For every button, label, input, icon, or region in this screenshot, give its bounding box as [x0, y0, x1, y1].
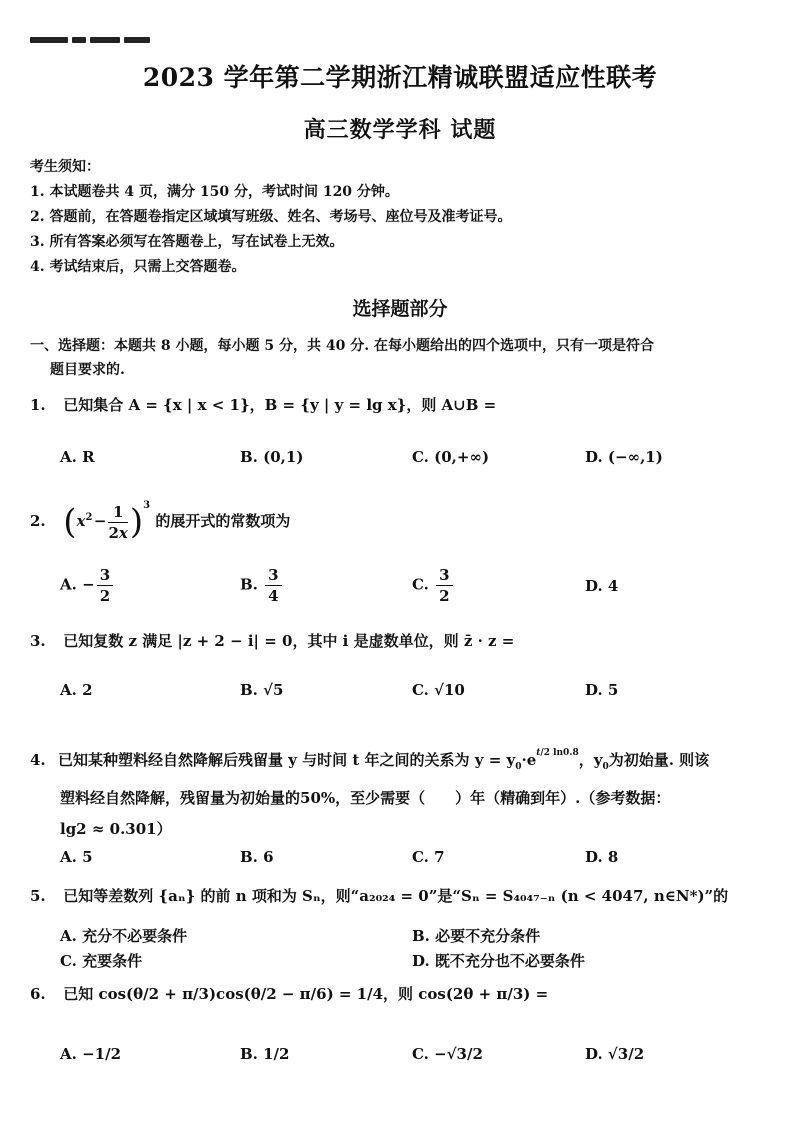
section-title: 选择题部分 [352, 298, 448, 320]
part-intro-line: 题目要求的. [50, 362, 125, 378]
option-a: A. − $\frac{3}{2}$ [60, 565, 115, 606]
option-a: A. 5 [60, 848, 93, 866]
notice-list [30, 180, 512, 280]
option-c: C. √10 [412, 681, 465, 699]
part-intro [30, 334, 778, 382]
question-text: 的展开式的常数项为 [155, 512, 291, 530]
option-c: C. −√3/2 [412, 1045, 483, 1063]
part-intro-line: 一、选择题：本题共 8 小题，每小题 5 分，共 40 分. 在每小题给出的四个选项中，只有一项是符合 [30, 338, 654, 354]
option-d: D. 8 [585, 848, 619, 866]
notice-item: 3. 所有答案必须写在答题卷上，写在试卷上无效。 [30, 234, 344, 250]
question-text: 已知集合 A = {x | x < 1}，B = {y | y = lg x}，则 A∪B = [63, 396, 497, 414]
option-a: A. 充分不必要条件 [60, 927, 188, 945]
option-d: D. √3/2 [585, 1045, 645, 1063]
exam-subtitle: 高三数学学科 试题 [303, 117, 497, 143]
question-3 [30, 630, 514, 651]
question-number: 2. [30, 512, 46, 530]
question-4 [30, 738, 790, 845]
binomial-expression: ($x^2$ − $\frac{1}{2x}$ )$^3$ [63, 500, 151, 542]
option-d: D. (−∞,1) [585, 448, 663, 466]
question-text: 已知复数 z 满足 |z + 2 − i| = 0，其中 i 是虚数单位，则 z̄ · z = [63, 632, 515, 650]
question-number: 1. [30, 396, 46, 414]
question-2 [30, 500, 290, 543]
notice-item: 4. 考试结束后，只需上交答题卷。 [30, 259, 246, 275]
question-6 [30, 983, 548, 1004]
question-number: 3. [30, 632, 46, 650]
notice-item: 2. 答题前，在答题卷指定区域填写班级、姓名、考场号、座位号及准考证号。 [30, 209, 512, 225]
option-b: B. 必要不充分条件 [412, 927, 541, 945]
option-d: D. 5 [585, 681, 619, 699]
option-c: C. $\frac{3}{2}$ [412, 565, 455, 606]
question-5 [30, 885, 728, 906]
question-4-line: 塑料经自然降解，残留量为初始量的50%，至少需要（ ）年（精确到年）.（参考数据： [60, 789, 671, 807]
option-a: A. 2 [60, 681, 93, 699]
question-4-line: lg2 ≈ 0.301） [60, 820, 172, 838]
question-number: 5. [30, 887, 46, 905]
option-a: A. R [60, 448, 95, 466]
question-number: 6. [30, 985, 46, 1003]
option-b: B. (0,1) [240, 448, 304, 466]
option-b: B. 6 [240, 848, 274, 866]
option-b: B. $\frac{3}{4}$ [240, 565, 284, 606]
notice-title: 考生须知： [30, 159, 100, 175]
option-a: A. −1/2 [60, 1045, 122, 1063]
question-1 [30, 394, 496, 415]
question-4-line: 4. 已知某种塑料经自然降解后残留量 y 与时间 t 年之间的关系为 $y = y_0\cdot e^{t/2 ln0.8}$，$y_0$为初始量. 则该 [30, 738, 790, 783]
question-number: 4. [30, 751, 46, 769]
option-c: C. 充要条件 [60, 952, 143, 970]
option-c: C. 7 [412, 848, 445, 866]
question-text: 已知 cos(θ/2 + π/3)cos(θ/2 − π/6) = 1/4，则 cos(2θ + π/3) = [63, 985, 549, 1003]
option-b: B. √5 [240, 681, 284, 699]
exam-title: 2023 学年第二学期浙江精诚联盟适应性联考 [142, 63, 658, 92]
header-scrap-mark [30, 28, 170, 36]
option-c: C. (0,+∞) [412, 448, 490, 466]
option-d: D. 4 [585, 577, 619, 595]
notice-item: 1. 本试题卷共 4 页，满分 150 分，考试时间 120 分钟。 [30, 184, 399, 200]
option-d: D. 既不充分也不必要条件 [412, 952, 585, 970]
question-text: 已知等差数列 {aₙ} 的前 n 项和为 Sₙ，则“a₂₀₂₄ = 0”是“Sₙ = S₄₀₄₇₋ₙ (n < 4047, n∈N*)”的 [63, 887, 729, 905]
option-b: B. 1/2 [240, 1045, 290, 1063]
